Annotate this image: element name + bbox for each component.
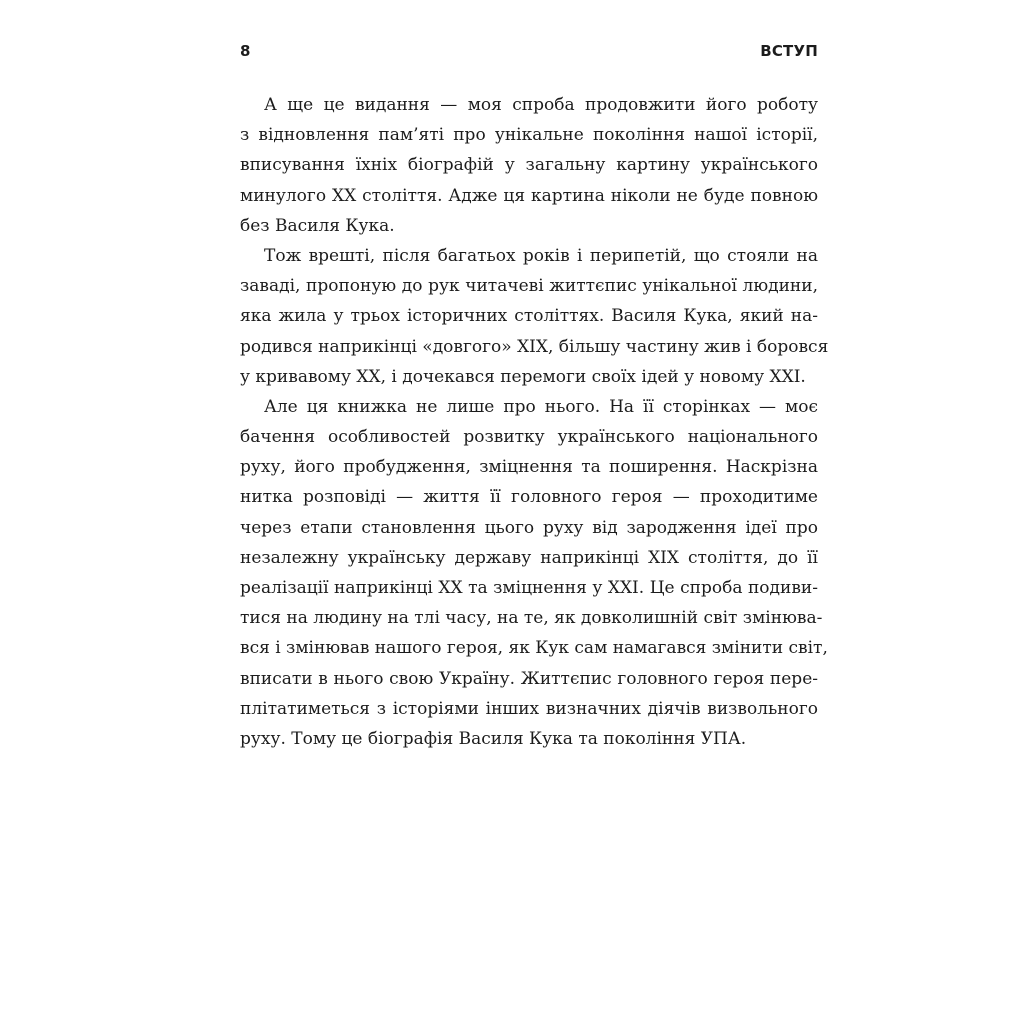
text-line: А ще це видання — моя спроба продовжити його роботу [264,95,818,115]
text-line: тися на людину на тлі часу, на те, як довколишній світ змінюва- [240,608,823,629]
text-line: яка жила у трьох історичних століттях. Василя Кука, який на- [240,306,818,327]
page-number: 8 [240,42,251,60]
text-line: з відновлення пам’яті про унікальне покоління нашої історії, [240,125,818,146]
text-line: руху, його пробудження, зміцнення та поширення. Наскрізна [240,457,818,478]
text-line: незалежну українську державу наприкінці XIX століття, до її [240,547,818,568]
text-line: вписування їхніх біографій у загальну картину українського [240,155,818,176]
text-line: реалізації наприкінці XX та зміцнення у XXI. Це спроба подиви- [240,578,818,598]
chapter-title: ВСТУП [760,42,818,60]
text-line: у кривавому XX, і дочекався перемоги своїх ідей у новому XXI. [240,366,806,387]
text-line: вписати в нього свою Україну. Життєпис головного героя пере- [240,668,818,689]
text-line: плітатиметься з історіями інших визначних діячів визвольного [240,698,818,719]
text-line: руху. Тому це біографія Василя Кука та покоління УПА. [240,728,747,749]
text-line: нитка розповіді — життя її головного героя — проходитиме [240,487,818,508]
text-line: без Василя Кука. [240,215,395,236]
text-line: бачення особливостей розвитку українського національного [240,427,818,448]
text-line: вся і змінював нашого героя, як Кук сам намагався змінити світ, [240,638,828,659]
text-line: минулого XX століття. Адже ця картина ніколи не буде повною [240,185,818,206]
text-line: через етапи становлення цього руху від зародження ідеї про [240,517,818,538]
text-line: Але ця книжка не лише про нього. На її сторінках — моє [264,396,818,417]
running-head [240,42,818,66]
text-line: заваді, пропоную до рук читачеві життєпис унікальної людини, [240,276,818,297]
text-line: Тож врешті, після багатьох років і перипетій, що стояли на [264,245,818,266]
body-text [240,90,829,754]
text-line: родився наприкінці «довгого» XIX, більшу частину жив і боровся [240,336,829,357]
